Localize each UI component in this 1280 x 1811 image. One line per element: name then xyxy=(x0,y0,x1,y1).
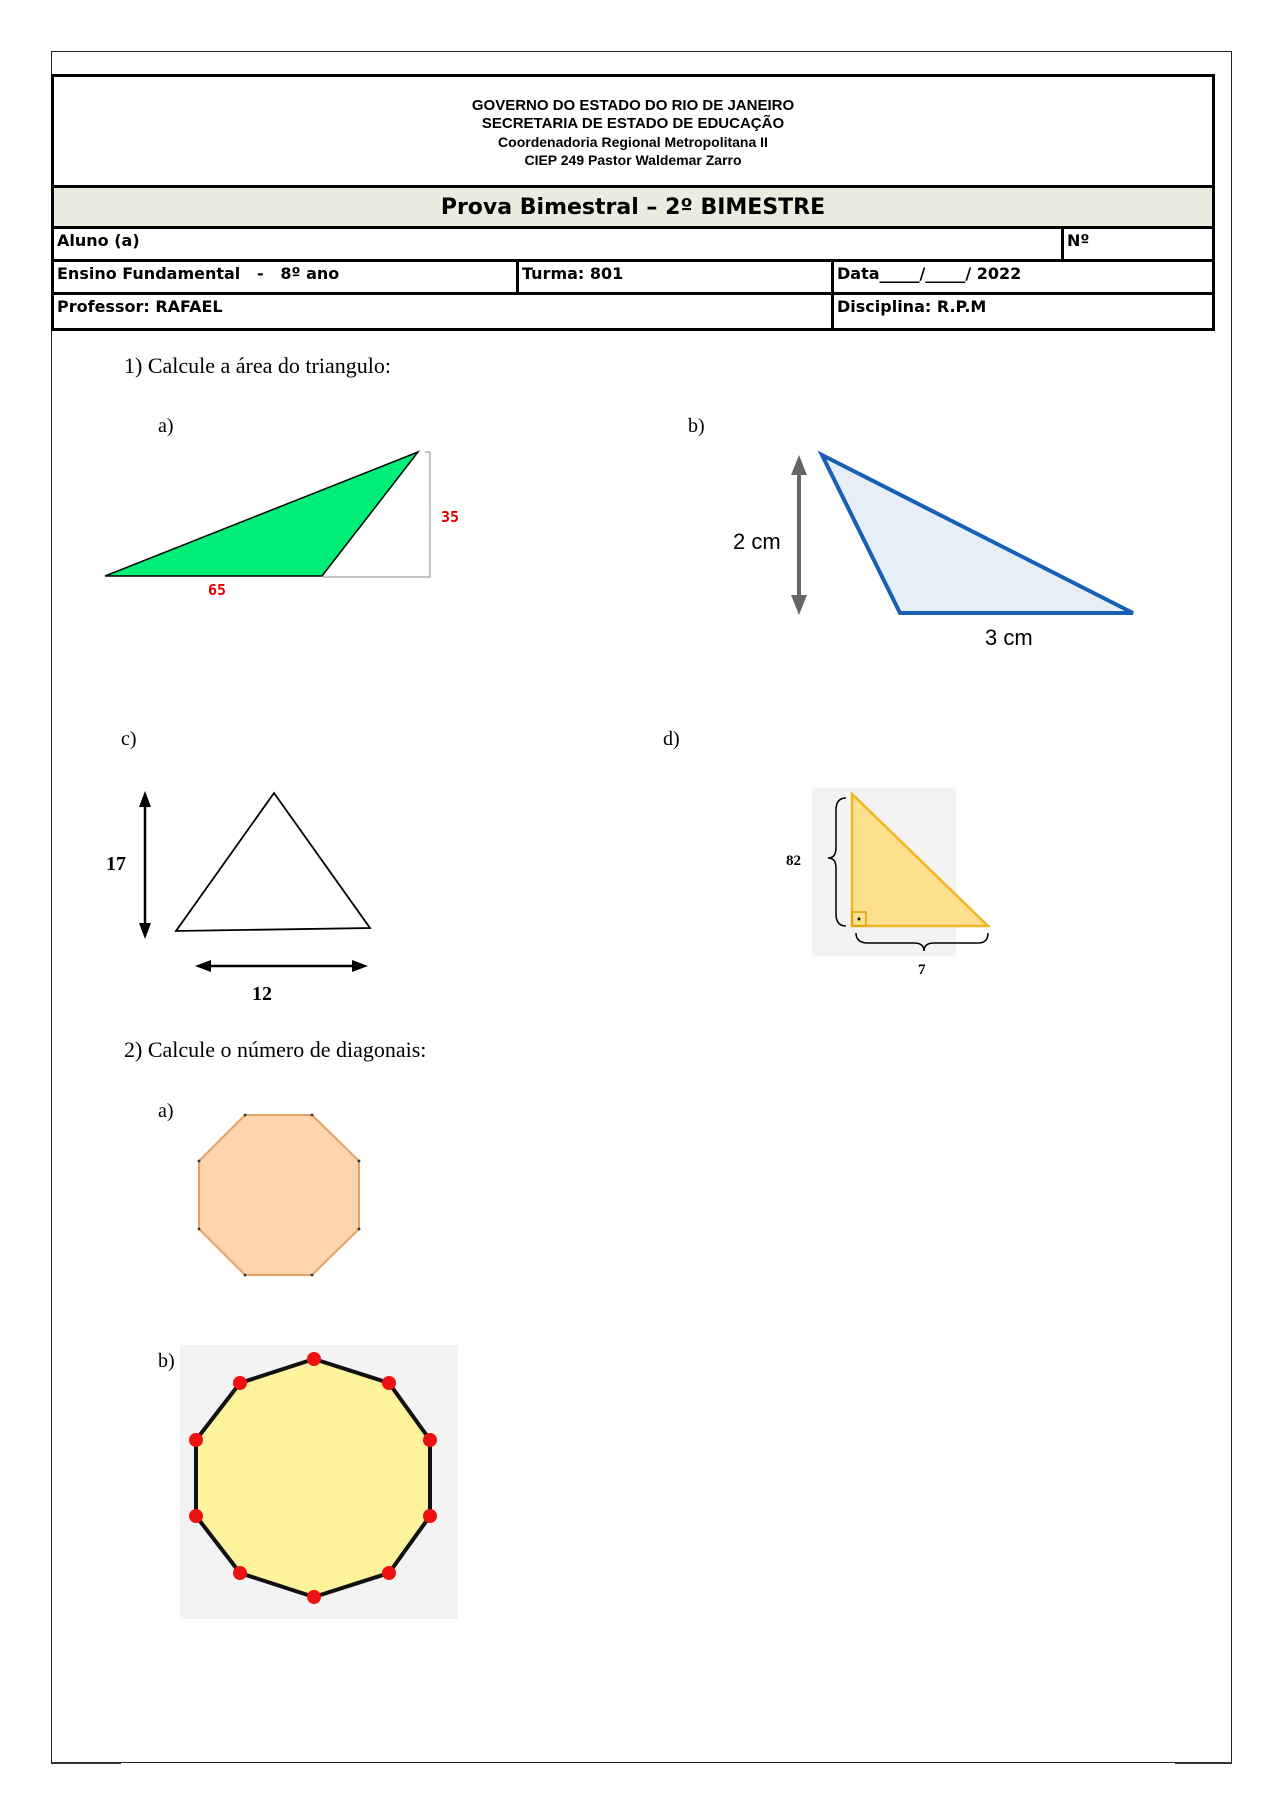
triangle-b-arrow-up xyxy=(791,455,807,475)
decagon-vertex xyxy=(423,1433,437,1447)
octagon-figure xyxy=(190,1105,370,1285)
gov-line-4: CIEP 249 Pastor Waldemar Zarro xyxy=(524,152,742,168)
octagon-vertex xyxy=(244,1114,247,1117)
decagon-vertex xyxy=(233,1376,247,1390)
octagon-vertex xyxy=(198,1228,201,1231)
decagon-vertex xyxy=(307,1352,321,1366)
decagon-vertex xyxy=(382,1376,396,1390)
triangle-d-base-label: 7 xyxy=(918,962,926,978)
triangle-c-arrow-left xyxy=(195,960,211,972)
octagon-vertex xyxy=(311,1274,314,1277)
exam-header xyxy=(51,74,1215,331)
right-angle-dot xyxy=(858,918,861,921)
triangle-d-figure xyxy=(780,788,1000,988)
triangle-c-arrow-down xyxy=(139,923,151,939)
triangle-b-shape xyxy=(822,455,1133,613)
footer-rule-right xyxy=(1175,1762,1232,1764)
octagon-vertex xyxy=(198,1160,201,1163)
octagon-vertex xyxy=(358,1228,361,1231)
q1-d-label: d) xyxy=(663,728,680,750)
q2-b-label: b) xyxy=(158,1350,175,1372)
footer-rule-left xyxy=(51,1762,121,1764)
triangle-a-shape xyxy=(105,452,418,576)
class-row xyxy=(54,262,1212,295)
triangle-a-figure xyxy=(95,440,475,600)
octagon-vertex xyxy=(311,1114,314,1117)
student-number-field[interactable]: Nº xyxy=(1067,231,1090,250)
gov-line-1: GOVERNO DO ESTADO DO RIO DE JANEIRO xyxy=(471,97,795,114)
professor-field: Professor: RAFAEL xyxy=(54,295,834,328)
decagon-shape xyxy=(196,1359,430,1597)
decagon-vertex xyxy=(233,1566,247,1580)
triangle-c-figure xyxy=(100,785,390,1005)
student-name-field[interactable]: Aluno (a) xyxy=(54,229,1064,259)
student-row xyxy=(54,229,1212,262)
q1-c-label: c) xyxy=(121,728,137,750)
question-1-text: 1) Calcule a área do triangulo: xyxy=(124,353,391,378)
triangle-c-base-label: 12 xyxy=(252,983,272,1005)
octagon-vertex xyxy=(358,1160,361,1163)
decagon-vertex xyxy=(423,1509,437,1523)
teacher-row xyxy=(54,295,1212,328)
q1-b-label: b) xyxy=(688,415,705,437)
date-field[interactable]: Data_____/_____/ 2022 xyxy=(837,264,1022,283)
exam-title: Prova Bimestral – 2º BIMESTRE xyxy=(54,188,1212,229)
triangle-b-figure xyxy=(725,445,1145,655)
decagon-vertex xyxy=(307,1590,321,1604)
gov-line-3: Coordenadoria Regional Metropolitana II xyxy=(498,134,768,150)
question-2-text: 2) Calcule o número de diagonais: xyxy=(124,1037,427,1062)
decagon-vertex xyxy=(382,1566,396,1580)
triangle-b-arrow-down xyxy=(791,595,807,615)
ensino-field: Ensino Fundamental - 8º ano xyxy=(54,262,519,292)
triangle-b-base-label: 3 cm xyxy=(985,625,1033,650)
turma-field: Turma: 801 xyxy=(519,262,834,292)
triangle-c-outline xyxy=(176,793,370,931)
triangle-b-height-label: 2 cm xyxy=(733,529,781,554)
triangle-c-arrow-right xyxy=(352,960,368,972)
triangle-c-arrow-up xyxy=(139,791,151,807)
decagon-figure xyxy=(180,1345,460,1620)
disciplina-field: Disciplina: R.P.M xyxy=(837,297,987,316)
triangle-a-base-label: 65 xyxy=(208,581,227,599)
q2-a-label: a) xyxy=(158,1100,174,1122)
octagon-shape xyxy=(199,1115,359,1275)
triangle-a-height-label: 35 xyxy=(441,508,460,526)
decagon-vertex xyxy=(189,1433,203,1447)
triangle-d-height-label: 82 xyxy=(786,853,801,869)
gov-line-2: SECRETARIA DE ESTADO DE EDUCAÇÃO xyxy=(481,115,785,132)
octagon-vertex xyxy=(244,1274,247,1277)
decagon-vertex xyxy=(189,1509,203,1523)
q1-a-label: a) xyxy=(158,415,174,437)
triangle-c-height-label: 17 xyxy=(106,853,126,875)
government-heading xyxy=(54,77,1212,188)
